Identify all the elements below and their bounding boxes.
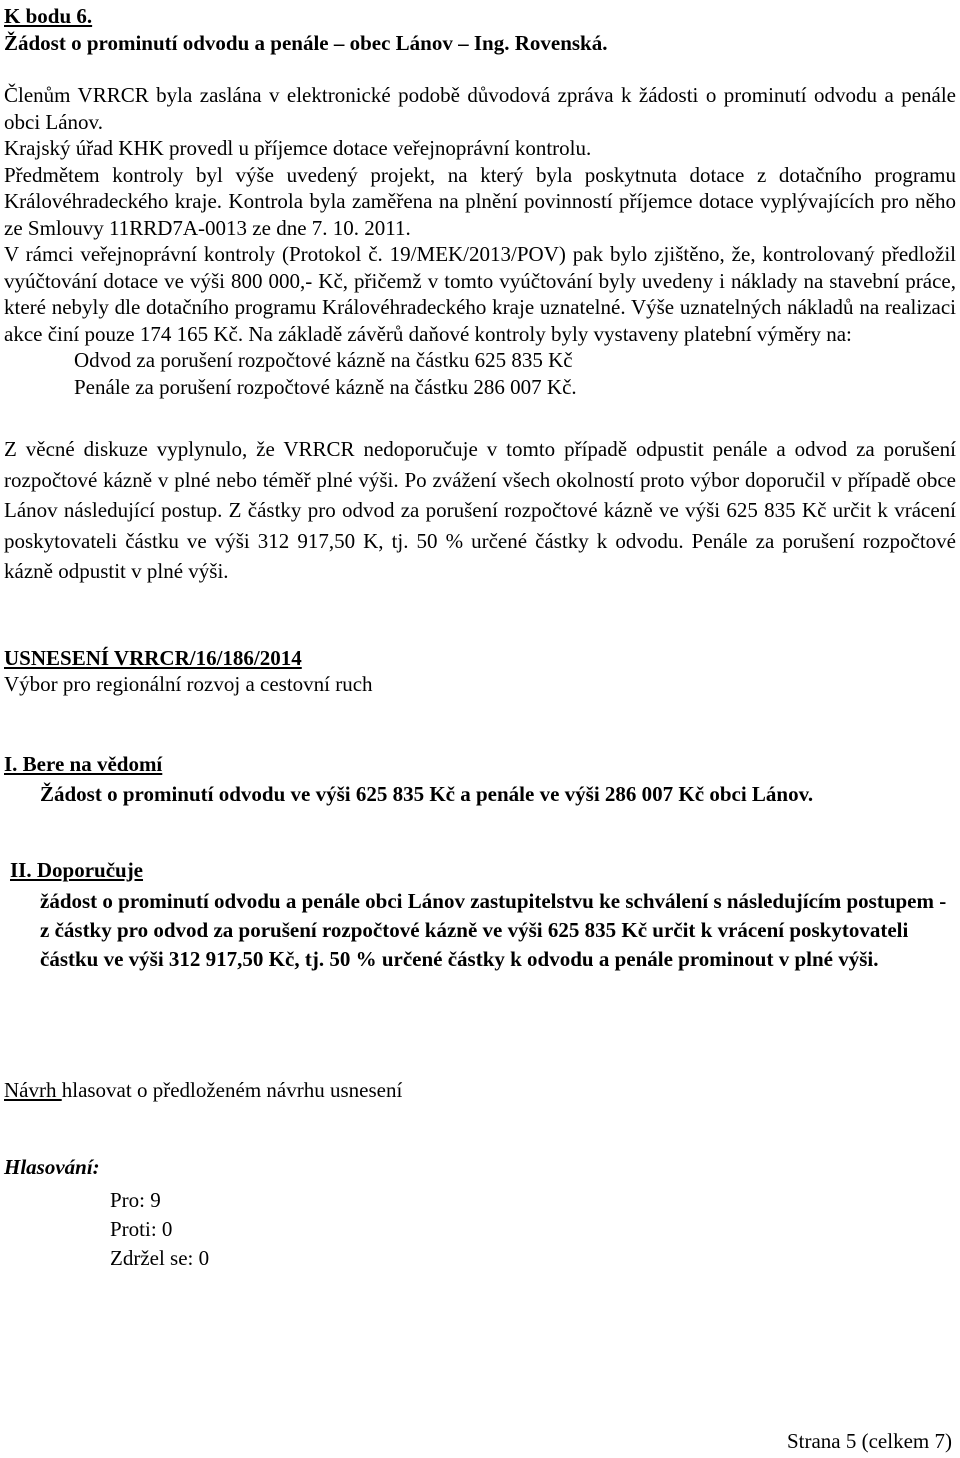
- page-footer: Strana 5 (celkem 7): [786, 1429, 952, 1453]
- payment-line-odvod: Odvod za porušení rozpočtové kázně na částku 625 835 Kč: [74, 348, 573, 372]
- resolution-id: USNESENÍ VRRCR/16/186/2014: [4, 645, 302, 670]
- vote-proti: Proti: 0: [110, 1217, 173, 1241]
- proposal-line: [4, 1077, 956, 1104]
- discussion-paragraph: Z věcné diskuze vyplynulo, že VRRCR nedoporučuje v tomto případě odpustit penále a odvod za porušení rozpočtové kázně v plné nebo téměř plné výši. Po zvážení všech okolností proto výbor doporučil v případě obce Lánov následující postup. Z částky pro odvod za porušení rozpočtové kázně ve výši 625 835 Kč určit k vrácení poskytovateli částku ve výši 312 917,50 K, tj. 50 % určené částky k odvodu. Penále za porušení rozpočtové kázně odpustit v plné výši.: [4, 437, 956, 583]
- section-2-label: II. Doporučuje: [10, 857, 144, 882]
- vote-pro: Pro: 9: [110, 1188, 161, 1212]
- vote-zdrzel: Zdržel se: 0: [110, 1246, 210, 1270]
- section-2-text: žádost o prominutí odvodu a penále obci Lánov zastupitelstvu ke schválení s následujícím postupem - z částky pro odvod za porušení rozpočtové kázně ve výši 625 835 Kč určit k vrácení poskytovateli částku ve výši 312 917,50 Kč, tj. 50 % určené částky k odvodu a penále prominout v plné výši.: [40, 889, 947, 971]
- proposal-text: hlasovat o předloženém návrhu usnesení: [61, 1078, 403, 1102]
- section-1-label: I. Bere na vědomí: [4, 751, 163, 776]
- committee-name: Výbor pro regionální rozvoj a cestovní ruch: [4, 672, 373, 696]
- intro-paragraph-4: V rámci veřejnoprávní kontroly (Protokol č. 19/MEK/2013/POV) pak bylo zjištěno, že, kontrolovaný předložil vyúčtování dotace ve výši 800 000,- Kč, přičemž v tomto vyúčtování byly uvedeny i náklady na stavební práce, které nebyly dle dotačního programu Královéhradeckého kraje uznatelné. Výše uznatelných nákladů na realizaci akce činí pouze 174 165 Kč. Na základě závěrů daňové kontroly byly vystaveny platební výměry na:: [4, 242, 956, 346]
- intro-paragraph-3: Předmětem kontroly byl výše uvedený projekt, na který byla poskytnuta dotace z dotačního programu Královéhradeckého kraje. Kontrola byla zaměřena na plnění povinností příjemce dotace vyplývajících pro něho ze Smlouvy 11RRD7A-0013 ze dne 7. 10. 2011.: [4, 162, 956, 240]
- voting-label: Hlasování:: [4, 1154, 100, 1179]
- agenda-item-title: Žádost o prominutí odvodu a penále – obec Lánov – Ing. Rovenská.: [4, 30, 608, 55]
- proposal-label: Návrh: [4, 1078, 62, 1102]
- section-1-text: Žádost o prominutí odvodu ve výši 625 835 Kč a penále ve výši 286 007 Kč obci Lánov.: [40, 782, 814, 806]
- document-page: [4, 3, 956, 1273]
- intro-paragraph-1: Členům VRRCR byla zaslána v elektronické podobě důvodová zpráva k žádosti o prominutí odvodu a penále obci Lánov.: [4, 83, 956, 134]
- payment-line-penale: Penále za porušení rozpočtové kázně na částku 286 007 Kč.: [74, 374, 577, 399]
- intro-paragraph-2: Krajský úřad KHK provedl u příjemce dotace veřejnoprávní kontrolu.: [4, 136, 592, 160]
- agenda-item-heading: K bodu 6.: [4, 4, 93, 28]
